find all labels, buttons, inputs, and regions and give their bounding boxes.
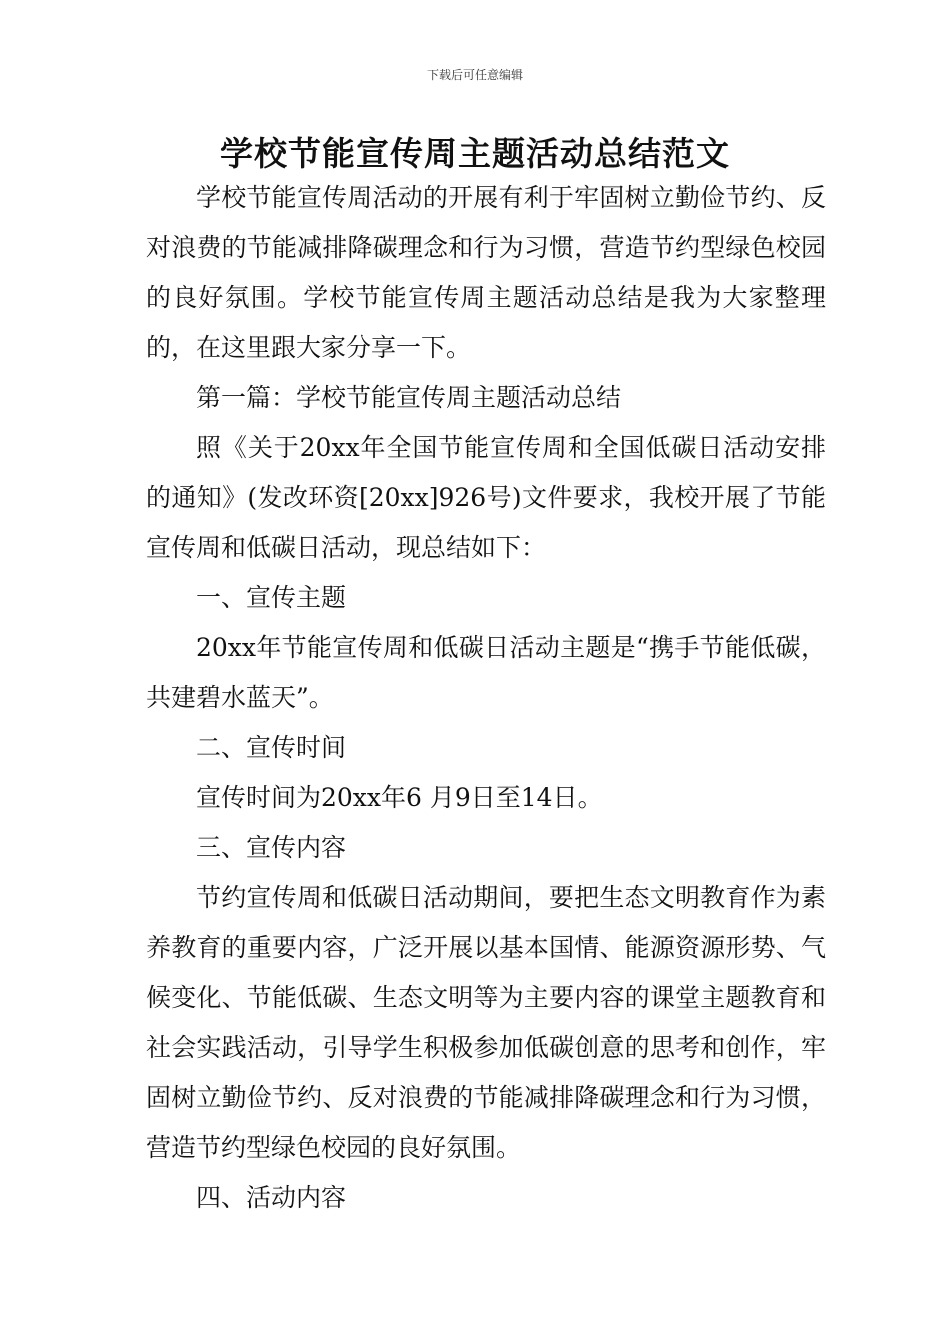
page-header-note: 下载后可任意编辑 — [426, 68, 523, 82]
section-heading-time: 二、宣传时间 — [196, 733, 347, 762]
intro-paragraph: 学校节能宣传周活动的开展有利于牢固树立勤俭节约、反对浪费的节能减排降碳理念和行为习惯，营造节约型绿色校园的良好氛围。学校节能宣传周主题活动总结是我为大家整理的，在这里跟大家分享一下。 — [146, 183, 826, 362]
document-body — [146, 173, 826, 1223]
section-heading-content: 三、宣传内容 — [196, 833, 347, 862]
section-heading-theme: 一、宣传主题 — [196, 583, 347, 612]
theme-paragraph: 20xx年节能宣传周和低碳日活动主题是“携手节能低碳，共建碧水蓝天”。 — [146, 633, 826, 712]
content-paragraph: 节约宣传周和低碳日活动期间，要把生态文明教育作为素养教育的重要内容，广泛开展以基本国情、能源资源形势、气候变化、节能低碳、生态文明等为主要内容的课堂主题教育和社会实践活动，引导学生积极参加低碳创意的思考和创作，牢固树立勤俭节约、反对浪费的节能减排降碳理念和行为习惯，营造节约型绿色校园的良好氛围。 — [146, 883, 826, 1162]
section-heading-part-one: 第一篇：学校节能宣传周主题活动总结 — [196, 383, 622, 412]
notice-paragraph: 照《关于20xx年全国节能宣传周和全国低碳日活动安排的通知》(发改环资[20xx]926号)文件要求，我校开展了节能宣传周和低碳日活动，现总结如下： — [146, 433, 826, 562]
section-heading-activities: 四、活动内容 — [196, 1183, 347, 1212]
document-title: 学校节能宣传周主题活动总结范文 — [220, 134, 730, 173]
time-paragraph: 宣传时间为20xx年6 月9日至14日。 — [196, 783, 603, 812]
